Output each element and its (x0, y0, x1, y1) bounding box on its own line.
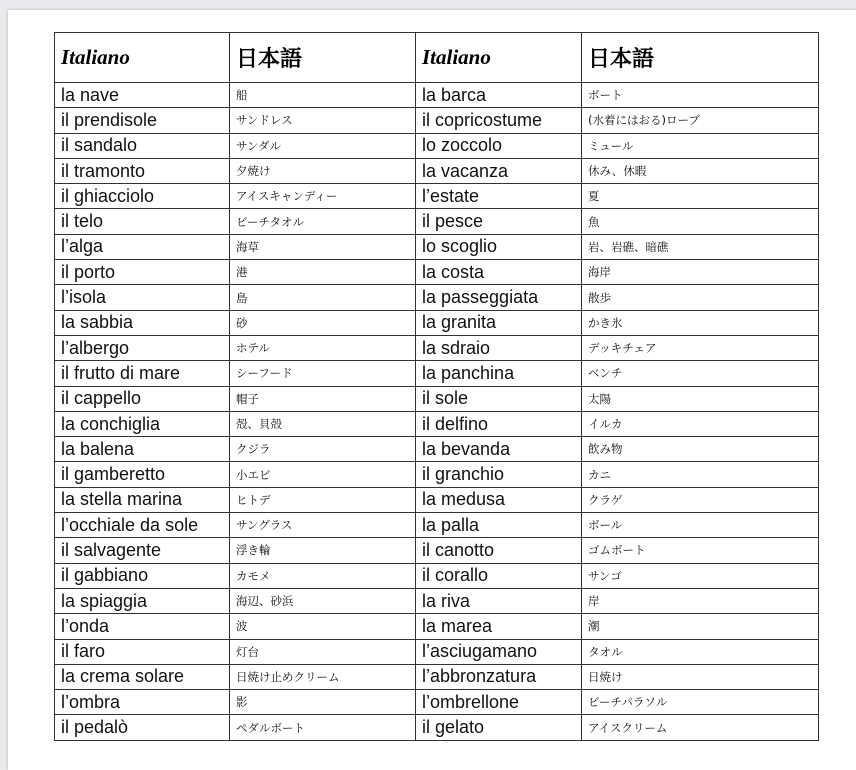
italian-word: il frutto di mare (55, 361, 230, 386)
japanese-word: 太陽 (582, 386, 819, 411)
table-row (55, 614, 819, 639)
italian-word: la spiaggia (55, 588, 230, 613)
japanese-word: 海岸 (582, 260, 819, 285)
table-row (55, 462, 819, 487)
table-row (55, 83, 819, 108)
table-body (55, 83, 819, 741)
italian-word: il tramonto (55, 158, 230, 183)
header-japanese-1: 日本語 (230, 33, 416, 83)
italian-word: il delfino (416, 411, 582, 436)
header-japanese-2: 日本語 (582, 33, 819, 83)
italian-word: il gamberetto (55, 462, 230, 487)
japanese-word: 帽子 (230, 386, 416, 411)
italian-word: il prendisole (55, 108, 230, 133)
italian-word: l’albergo (55, 335, 230, 360)
japanese-word: 岸 (582, 588, 819, 613)
japanese-word: 殻、貝殻 (230, 411, 416, 436)
italian-word: la nave (55, 83, 230, 108)
italian-word: l’ombrellone (416, 690, 582, 715)
table-row (55, 133, 819, 158)
japanese-word: 散歩 (582, 285, 819, 310)
japanese-word: 魚 (582, 209, 819, 234)
japanese-word: タオル (582, 639, 819, 664)
table-row (55, 690, 819, 715)
italian-word: il salvagente (55, 538, 230, 563)
italian-word: la bevanda (416, 437, 582, 462)
table-row (55, 487, 819, 512)
japanese-word: 小エビ (230, 462, 416, 487)
italian-word: il pesce (416, 209, 582, 234)
table-row (55, 513, 819, 538)
table-row (55, 184, 819, 209)
italian-word: la granita (416, 310, 582, 335)
japanese-word: (水着にはおる)ローブ (582, 108, 819, 133)
japanese-word: 影 (230, 690, 416, 715)
italian-word: il telo (55, 209, 230, 234)
italian-word: la stella marina (55, 487, 230, 512)
japanese-word: カニ (582, 462, 819, 487)
japanese-word: 砂 (230, 310, 416, 335)
table-row (55, 639, 819, 664)
japanese-word: 海草 (230, 234, 416, 259)
table-row (55, 411, 819, 436)
italian-word: l’onda (55, 614, 230, 639)
italian-word: l’ombra (55, 690, 230, 715)
japanese-word: サンドレス (230, 108, 416, 133)
italian-word: la vacanza (416, 158, 582, 183)
italian-word: il granchio (416, 462, 582, 487)
japanese-word: ボート (582, 83, 819, 108)
japanese-word: 岩、岩礁、暗礁 (582, 234, 819, 259)
italian-word: il corallo (416, 563, 582, 588)
table-row (55, 563, 819, 588)
table-row (55, 588, 819, 613)
japanese-word: アイスクリーム (582, 715, 819, 740)
japanese-word: アイスキャンディー (230, 184, 416, 209)
japanese-word: 島 (230, 285, 416, 310)
japanese-word: ビーチパラソル (582, 690, 819, 715)
table-row (55, 108, 819, 133)
vocabulary-table (54, 32, 819, 741)
italian-word: il sole (416, 386, 582, 411)
italian-word: l’isola (55, 285, 230, 310)
table-row (55, 234, 819, 259)
japanese-word: イルカ (582, 411, 819, 436)
italian-word: la barca (416, 83, 582, 108)
table-row (55, 285, 819, 310)
italian-word: la costa (416, 260, 582, 285)
japanese-word: ホテル (230, 335, 416, 360)
italian-word: la riva (416, 588, 582, 613)
italian-word: il sandalo (55, 133, 230, 158)
japanese-word: 波 (230, 614, 416, 639)
italian-word: la passeggiata (416, 285, 582, 310)
japanese-word: クジラ (230, 437, 416, 462)
italian-word: lo zoccolo (416, 133, 582, 158)
japanese-word: かき氷 (582, 310, 819, 335)
japanese-word: 休み、休暇 (582, 158, 819, 183)
japanese-word: サンゴ (582, 563, 819, 588)
italian-word: l’occhiale da sole (55, 513, 230, 538)
table-row (55, 386, 819, 411)
italian-word: il porto (55, 260, 230, 285)
japanese-word: 浮き輪 (230, 538, 416, 563)
table-row (55, 158, 819, 183)
table-row (55, 664, 819, 689)
japanese-word: シーフード (230, 361, 416, 386)
japanese-word: サンダル (230, 133, 416, 158)
japanese-word: 夕焼け (230, 158, 416, 183)
italian-word: la medusa (416, 487, 582, 512)
italian-word: la crema solare (55, 664, 230, 689)
italian-word: il pedalò (55, 715, 230, 740)
document-page (8, 10, 856, 770)
italian-word: l’alga (55, 234, 230, 259)
japanese-word: ボール (582, 513, 819, 538)
italian-word: la panchina (416, 361, 582, 386)
japanese-word: サングラス (230, 513, 416, 538)
japanese-word: 潮 (582, 614, 819, 639)
table-row (55, 361, 819, 386)
italian-word: lo scoglio (416, 234, 582, 259)
italian-word: il cappello (55, 386, 230, 411)
japanese-word: 夏 (582, 184, 819, 209)
table-row (55, 260, 819, 285)
header-italiano-2: Italiano (416, 33, 582, 83)
table-row (55, 209, 819, 234)
table-row (55, 715, 819, 740)
japanese-word: ビーチタオル (230, 209, 416, 234)
italian-word: il gelato (416, 715, 582, 740)
japanese-word: 港 (230, 260, 416, 285)
japanese-word: 日焼け止めクリーム (230, 664, 416, 689)
italian-word: l’abbronzatura (416, 664, 582, 689)
japanese-word: 日焼け (582, 664, 819, 689)
header-row (55, 33, 819, 83)
table-row (55, 437, 819, 462)
japanese-word: カモメ (230, 563, 416, 588)
japanese-word: クラゲ (582, 487, 819, 512)
italian-word: l’estate (416, 184, 582, 209)
japanese-word: 海辺、砂浜 (230, 588, 416, 613)
header-italiano-1: Italiano (55, 33, 230, 83)
italian-word: il faro (55, 639, 230, 664)
italian-word: la sabbia (55, 310, 230, 335)
japanese-word: ヒトデ (230, 487, 416, 512)
italian-word: la marea (416, 614, 582, 639)
japanese-word: 船 (230, 83, 416, 108)
table-row (55, 335, 819, 360)
italian-word: l’asciugamano (416, 639, 582, 664)
italian-word: il copricostume (416, 108, 582, 133)
japanese-word: 灯台 (230, 639, 416, 664)
japanese-word: ミュール (582, 133, 819, 158)
japanese-word: ペダルボート (230, 715, 416, 740)
table-row (55, 538, 819, 563)
japanese-word: ゴムボート (582, 538, 819, 563)
japanese-word: デッキチェア (582, 335, 819, 360)
italian-word: il ghiacciolo (55, 184, 230, 209)
italian-word: il canotto (416, 538, 582, 563)
italian-word: la palla (416, 513, 582, 538)
italian-word: la sdraio (416, 335, 582, 360)
japanese-word: ベンチ (582, 361, 819, 386)
japanese-word: 飲み物 (582, 437, 819, 462)
italian-word: la conchiglia (55, 411, 230, 436)
italian-word: la balena (55, 437, 230, 462)
table-row (55, 310, 819, 335)
italian-word: il gabbiano (55, 563, 230, 588)
